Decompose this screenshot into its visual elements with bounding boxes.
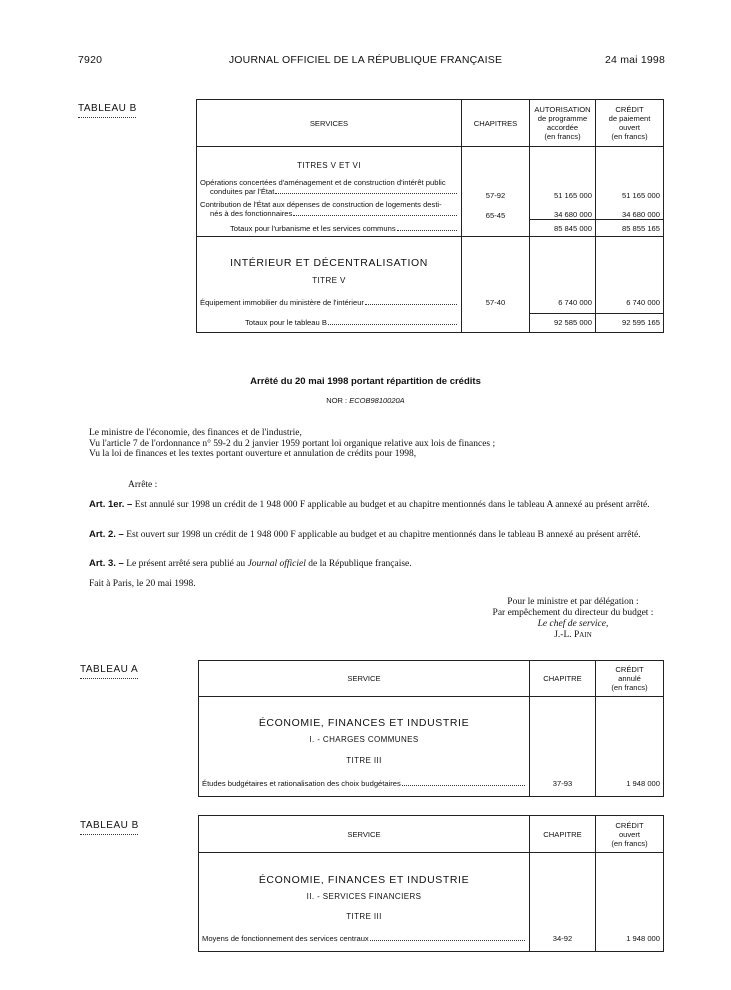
article-3: Art. 3. – Le présent arrêté sera publié au Journal officiel de la République française.	[89, 558, 412, 569]
col-chapitre: CHAPITRE	[530, 661, 596, 697]
titres-heading: TITRES V ET VI	[297, 161, 361, 171]
journal-title: JOURNAL OFFICIEL DE LA RÉPUBLIQUE FRANÇAISE	[228, 54, 503, 66]
page-number: 7920	[78, 54, 103, 66]
col-credit: CRÉDIT annulé (en francs)	[596, 661, 664, 697]
table-row: Opérations concertées d'aménagement et de construction d'intérêt public conduites par l'État 57-92 51 165 000 51 165 000	[197, 178, 664, 199]
subtotal-row: Totaux pour l'urbanisme et les services communs 85 845 000 85 855 165	[197, 220, 664, 237]
table-row: Équipement immobilier du ministère de l'intérieur 57-40 6 740 000 6 740 000	[197, 292, 664, 313]
services-financiers: II. - SERVICES FINANCIERS	[306, 891, 422, 901]
table1-label: TABLEAU B	[78, 103, 137, 118]
col-service: SERVICE	[199, 661, 530, 697]
arrete-word: Arrête :	[128, 480, 158, 490]
table-row: Moyens de fonctionnement des services centraux 34-92 1 948 000	[199, 927, 664, 952]
fait-a-paris: Fait à Paris, le 20 mai 1998.	[89, 579, 196, 589]
titre-iii: TITRE III	[346, 912, 382, 922]
charges-communes: I. - CHARGES COMMUNES	[309, 735, 419, 744]
col-credit: CRÉDIT ouvert (en francs)	[596, 816, 664, 853]
col-services: SERVICES	[197, 100, 462, 147]
arrete-title: Arrêté du 20 mai 1998 portant répartition de crédits	[250, 376, 481, 387]
table-row: Contribution de l'État aux dépenses de construction de logements desti- nés à des fonctionnaires 65-45 34 680 000 34 680 000	[197, 200, 664, 220]
table3	[198, 815, 664, 952]
table2-label: TABLEAU A	[80, 664, 138, 679]
col-chapitres: CHAPITRES	[462, 100, 530, 147]
col-chapitre: CHAPITRE	[530, 816, 596, 853]
titre-iii: TITRE III	[346, 755, 382, 765]
nor-reference: NOR : ECOB9810020A	[326, 396, 405, 405]
signature-block: Pour le ministre et par délégation : Par empêchement du directeur du budget : Le chef de service, J.-L. Pain	[492, 597, 654, 640]
issue-date: 24 mai 1998	[605, 54, 665, 66]
col-credit: CRÉDIT de paiement ouvert (en francs)	[596, 100, 664, 147]
table2	[198, 660, 664, 797]
table3-label: TABLEAU B	[80, 820, 139, 835]
total-row: Totaux pour le tableau B 92 585 000 92 595 165	[197, 313, 664, 332]
titre-v: TITRE V	[312, 275, 346, 285]
section-economie: ÉCONOMIE, FINANCES ET INDUSTRIE	[258, 717, 470, 730]
table1	[196, 99, 664, 333]
article-1: Art. 1er. – Est annulé sur 1998 un crédit de 1 948 000 F applicable au budget et au chapitre mentionnés dans le tableau A annexé au présent arrêté.	[89, 499, 650, 510]
section-economie: ÉCONOMIE, FINANCES ET INDUSTRIE	[258, 874, 470, 887]
col-autorisation: AUTORISATION de programme accordée (en francs)	[530, 100, 596, 147]
preamble: Le ministre de l'économie, des finances et de l'industrie, Vu l'article 7 de l'ordonnance n° 59-2 du 2 janvier 1959 portant loi organique relative aux lois de finances ; Vu la loi de finances et les textes portant ouverture et annulation de crédits pour 1998,	[89, 428, 496, 459]
col-service: SERVICE	[199, 816, 530, 853]
article-2: Art. 2. – Est ouvert sur 1998 un crédit de 1 948 000 F applicable au budget et au chapitre mentionnés dans le tableau B annexé au présent arrêté.	[89, 529, 641, 540]
section-interieur: INTÉRIEUR ET DÉCENTRALISATION	[230, 256, 428, 269]
table-row: Études budgétaires et rationalisation des choix budgétaires 37-93 1 948 000	[199, 771, 664, 797]
